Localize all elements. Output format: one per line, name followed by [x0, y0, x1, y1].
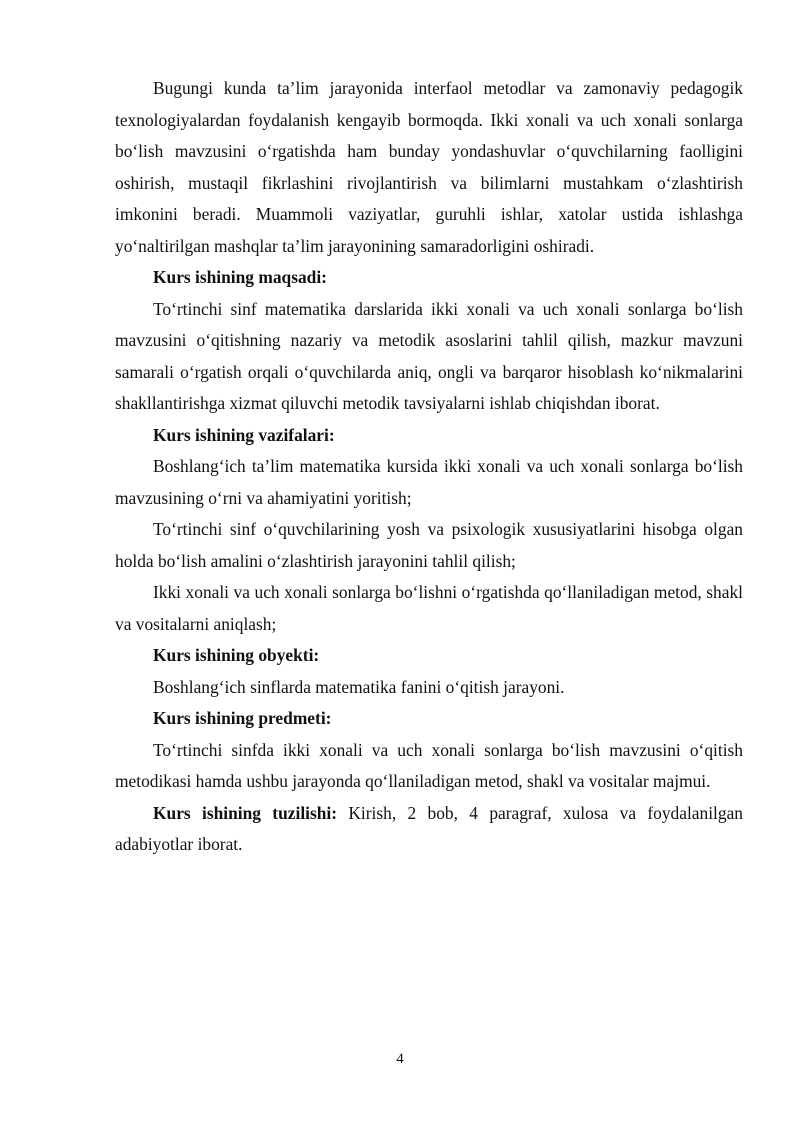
structure-text: Kirish, 2 bob, 4 paragraf, xulosa va foydalanilgan adabiyotlar iborat.: [115, 802, 743, 854]
document-page: [115, 73, 743, 861]
tasks-heading: Kurs ishining vazifalari:: [153, 424, 335, 445]
object-heading: Kurs ishining obyekti:: [153, 645, 320, 665]
structure-paragraph: [115, 798, 743, 861]
task-item: Boshlang‘ich ta’lim matematika kursida ikki xonali va uch xonali sonlarga bo‘lish mavzusining o‘rni va ahamiyatini yoritish;: [115, 456, 743, 508]
object-paragraph: Boshlang‘ich sinflarda matematika fanini o‘qitish jarayoni.: [153, 676, 565, 697]
task-item: To‘rtinchi sinf o‘quvchilarining yosh va psixologik xususiyatlarini hisobga olgan holda bo‘lish amalini o‘zlashtirish jarayonini tahlil qilish;: [115, 519, 743, 571]
task-item: Ikki xonali va uch xonali sonlarga bo‘lishni o‘rgatishda qo‘llaniladigan metod, shakl va vositalarni aniqlash;: [115, 582, 743, 634]
intro-paragraph: Bugungi kunda ta’lim jarayonida interfaol metodlar va zamonaviy pedagogik texnologiyalardan foydalanish kengayib bormoqda. Ikki xonali va uch xonali sonlarga bo‘lish mavzusini o‘rgatishda ham bunday yondashuvlar o‘quvchilarning faolligini oshirish, mustaqil fikrlashini rivojlantirish va bilimlarni mustahkam o‘zlashtirish imkonini beradi. Muammoli vaziyatlar, guruhli ishlar, xatolar ustida ishlashga yo‘naltirilgan mashqlar ta’lim jarayonining samaradorligini oshiradi.: [115, 78, 743, 256]
subject-heading: Kurs ishining predmeti:: [153, 708, 332, 728]
goal-paragraph: To‘rtinchi sinf matematika darslarida ikki xonali va uch xonali sonlarga bo‘lish mavzusini o‘qitishning nazariy va metodik asoslarini tahlil qilish, mazkur mavzuni samarali o‘rgatish orqali o‘quvchilarda aniq, ongli va barqaror hisoblash ko‘nikmalarini shakllantirishga xizmat qiluvchi metodik tavsiyalarni ishlab chiqishdan iborat.: [115, 298, 743, 413]
page-number: 4: [396, 1051, 404, 1067]
goal-heading: Kurs ishining maqsadi:: [153, 267, 327, 287]
subject-paragraph: To‘rtinchi sinfda ikki xonali va uch xonali sonlarga bo‘lish mavzusini o‘qitish metodikasi hamda ushbu jarayonda qo‘llaniladigan metod, shakl va vositalar majmui.: [115, 739, 743, 791]
structure-heading: Kurs ishining tuzilishi:: [153, 802, 338, 823]
